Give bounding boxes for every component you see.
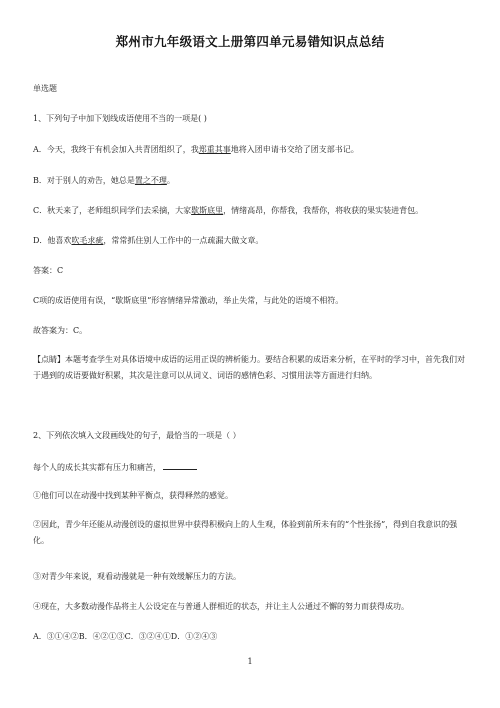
page-number: 1 <box>247 657 253 666</box>
option-b-text-end: 。 <box>166 176 175 185</box>
option-d-text-end: ，常常抓住别人工作中的一点疏漏大做文章。 <box>103 236 264 245</box>
q1-note: 【点睛】本题考查学生对具体语境中成语的运用正误的辨析能力。要结合积累的成语来分析，在平时的学习中，首先我们对于遇到的成语要做好积累，其次是注意可以从词义、词语的感情色彩、习惯用法等方面进行归纳。 <box>33 355 465 380</box>
question-1-stem: 1、下列句子中加下划线成语使用不当的一项是( ) <box>33 114 207 123</box>
q1-final-answer: 故答案为：C。 <box>33 326 88 335</box>
q2-sentence-1: ①他们可以在动漫中找到某种平衡点，获得释然的感觉。 <box>33 491 233 500</box>
q1-option-c <box>33 206 423 216</box>
option-a-text: A．今天，我终于有机会加入共青团组织了，我 <box>33 145 199 154</box>
page-title: 郑州市九年级语文上册第四单元易错知识点总结 <box>115 34 385 49</box>
q2-sentence-3: ③对青少年来说，观看动漫就是一种有效缓解压力的方法。 <box>33 572 241 581</box>
option-c-idiom: 歇斯底里 <box>191 206 224 215</box>
q1-option-b <box>33 176 175 186</box>
section-label: 单选题 <box>33 84 57 93</box>
q2-passage <box>33 461 197 473</box>
option-c-text-end: ，情绪高昂，你帮我，我帮你，将收获的果实装进背包。 <box>223 206 424 215</box>
option-d-idiom: 吹毛求疵 <box>71 236 104 245</box>
q2-sentence-4: ④现在，大多数动漫作品将主人公设定在与普通人群相近的状态，并让主人公通过不懈的努力而获得成功。 <box>33 602 409 611</box>
option-c-text: C．秋天来了，老师组织同学们去采摘，大家 <box>33 206 192 215</box>
option-b-idiom: 置之不理 <box>134 176 167 185</box>
passage-text: 每个人的成长其实都有压力和痛苦， <box>33 463 161 472</box>
option-a-text-end: 地将入团申请书交给了团支部书记。 <box>230 145 359 154</box>
option-b-text: B．对于别人的劝告，她总是 <box>33 176 135 185</box>
q1-explanation: C项的成语使用有误，“歇斯底里”形容情绪异常激动，举止失常，与此处的语境不相符。 <box>33 296 344 305</box>
q2-options: A．③①④②B．④②①③C．③②④①D．①②④③ <box>33 632 218 641</box>
q1-answer: 答案：C <box>33 266 64 275</box>
option-d-text: D．他喜欢 <box>33 236 72 245</box>
fill-blank-line <box>163 461 197 470</box>
option-a-idiom: 郑重其事 <box>198 145 231 154</box>
question-2-stem: 2、下列依次填入文段画线处的句子，最恰当的一项是（ ） <box>33 431 241 440</box>
q1-option-d <box>33 236 263 246</box>
q2-sentence-2: ②因此，青少年还能从动漫创设的虚拟世界中获得积极向上的人生观，体验到前所未有的“个性张扬”，得到自我意识的强化。 <box>33 520 458 545</box>
q1-option-a <box>33 145 359 155</box>
